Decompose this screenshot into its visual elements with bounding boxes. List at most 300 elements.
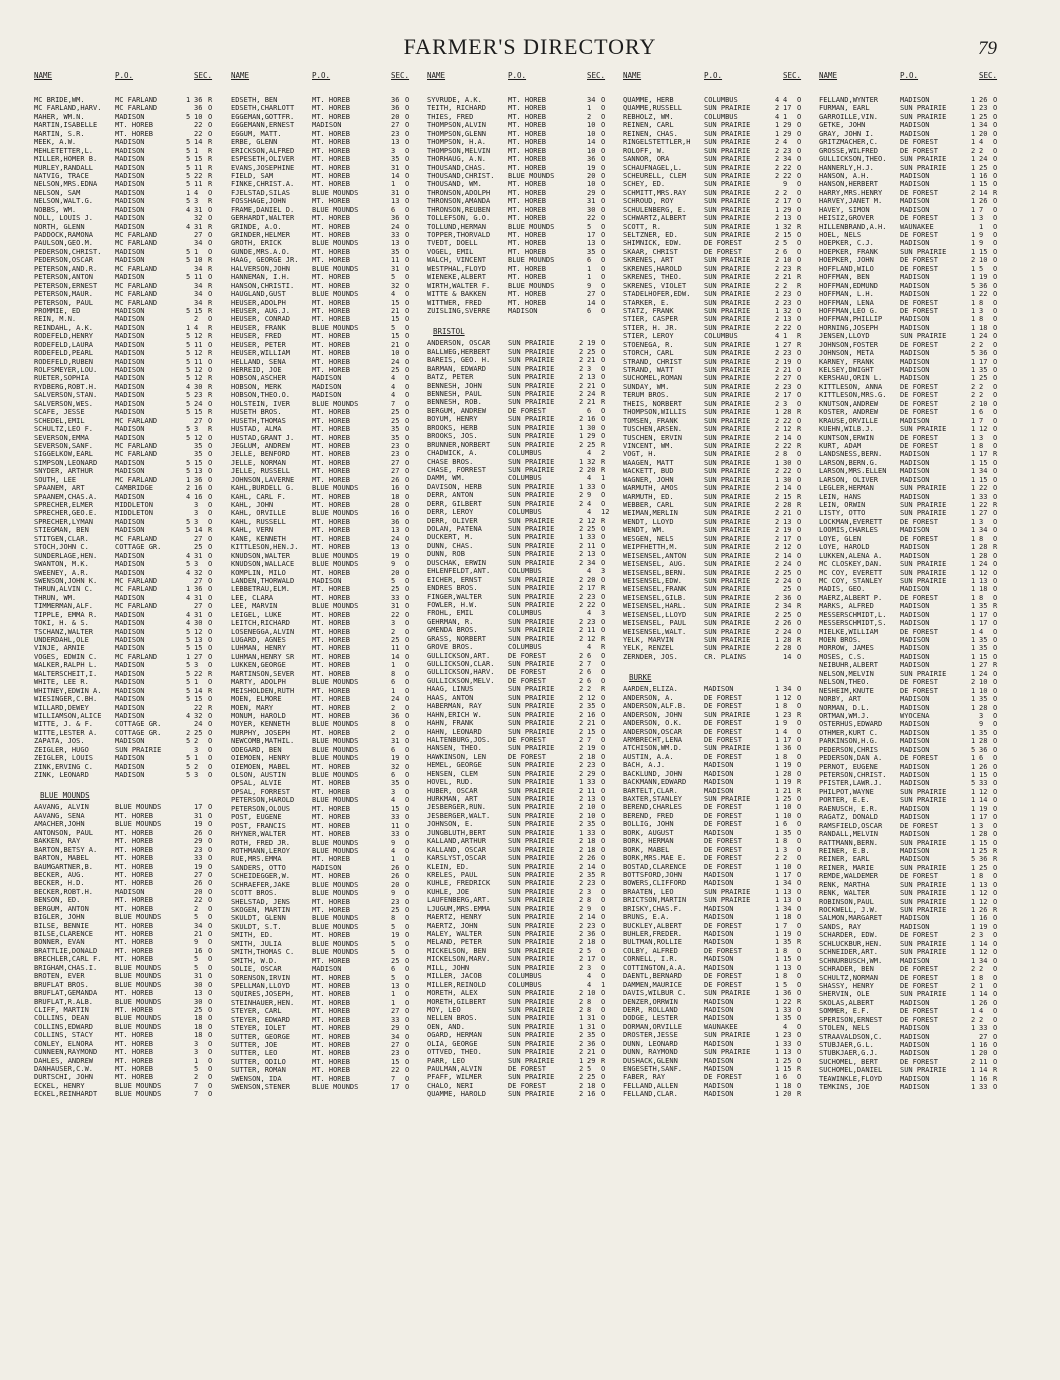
column-header xyxy=(819,71,1015,82)
route-number: 5 xyxy=(186,526,191,535)
farmer-name: SUNDERLAGE,HEN. xyxy=(34,551,98,560)
farmer-name: SALVERSON,WES. xyxy=(34,399,94,408)
post-office: SUN PRAIRIE xyxy=(900,163,947,172)
farmer-name: SCHMITT,MRS.RAY xyxy=(623,188,687,197)
post-office: MADISON xyxy=(704,1056,734,1065)
farmer-name: WEISENSEL,LLOYD xyxy=(623,610,687,619)
section-suffix: R xyxy=(797,441,802,450)
section-number: 35 xyxy=(194,450,203,459)
section-suffix: O xyxy=(601,930,606,938)
section-suffix: O xyxy=(797,627,802,636)
section-suffix: O xyxy=(993,366,998,374)
farmer-name: WEISENSEL,FRANK xyxy=(623,585,687,594)
farmer-name: BRUFLAT,GEMANDA xyxy=(34,989,98,998)
post-office: MADISON xyxy=(115,551,145,560)
route-number: 2 xyxy=(579,634,584,643)
directory-entry xyxy=(231,518,427,526)
post-office: MADISON xyxy=(312,121,342,130)
farmer-name: HALVERSON,JOHN xyxy=(231,264,291,273)
directory-entry xyxy=(34,913,230,921)
section-number: 27 xyxy=(979,1032,988,1041)
farmer-name: DERR, LEROY xyxy=(427,508,474,517)
directory-entry xyxy=(231,164,427,172)
section-suffix: R xyxy=(797,425,802,434)
section-number: 27 xyxy=(194,231,203,239)
section-suffix: O xyxy=(405,138,410,147)
farmer-name: SKOGEN, MARTIN xyxy=(231,906,291,914)
farmer-name: QUAMME,RUSSELL xyxy=(623,104,683,113)
route-number: 4 xyxy=(186,619,191,628)
section-number: 3 xyxy=(194,1039,199,1048)
farmer-name: KURT, ADAM xyxy=(819,441,862,450)
section-suffix: O xyxy=(993,458,998,467)
directory-entry xyxy=(34,543,230,551)
section-number: 35 xyxy=(391,155,400,164)
section-number: 19 xyxy=(587,339,596,348)
section-suffix: O xyxy=(797,104,802,113)
post-office: SUN PRAIRIE xyxy=(704,399,751,408)
farmer-name: SYVRUDE, A.K. xyxy=(427,96,482,104)
route-number: 2 xyxy=(579,1048,584,1057)
post-office: MC FARLAND xyxy=(115,585,158,594)
post-office: MADISON xyxy=(704,828,734,837)
directory-entry xyxy=(819,847,1015,855)
section-number: 2 xyxy=(194,904,199,913)
section-suffix: R xyxy=(208,197,213,206)
farmer-name: WALCH, VINCENT xyxy=(427,256,487,265)
post-office: SUN PRAIRIE xyxy=(508,955,555,964)
section-suffix: O xyxy=(405,450,410,459)
directory-entry xyxy=(34,687,230,695)
section-suffix: O xyxy=(405,416,410,425)
farmer-name: LUHMAN,HENRY SR xyxy=(231,652,295,661)
route-number: 1 xyxy=(971,863,976,872)
route-number: 2 xyxy=(579,1090,584,1099)
farmer-name: PETERSON,ANTON xyxy=(34,273,94,282)
section-number: 33 xyxy=(979,1024,988,1033)
section-suffix: O xyxy=(208,636,213,644)
farmer-name: ROTHMANN,LEROY xyxy=(231,846,291,855)
directory-entry xyxy=(623,863,819,871)
section-suffix: O xyxy=(601,96,606,104)
route-number: 1 xyxy=(971,408,976,417)
section-suffix: O xyxy=(601,828,606,837)
section-number: 27 xyxy=(194,652,203,661)
directory-entry xyxy=(819,779,1015,787)
section-suffix: O xyxy=(405,441,410,450)
section-number: 19 xyxy=(194,820,203,829)
section-suffix: O xyxy=(993,695,998,704)
farmer-name: BECKER,ROBT.H. xyxy=(34,887,94,896)
farmer-name: LANDSNESS,BERN. xyxy=(819,450,883,459)
route-number: 1 xyxy=(775,693,780,702)
farmer-name: BOTTSFORD,JOHN xyxy=(623,870,683,879)
directory-entry xyxy=(427,407,623,415)
post-office: SUN PRAIRIE xyxy=(508,828,555,837)
section-number: 15 xyxy=(194,644,203,653)
directory-entry xyxy=(623,922,819,930)
section-suffix: O xyxy=(601,811,606,820)
section-suffix: O xyxy=(601,1039,606,1048)
directory-entry xyxy=(34,408,230,416)
directory-entry xyxy=(623,846,819,854)
section-suffix: O xyxy=(601,735,606,744)
route-number: 1 xyxy=(971,138,976,147)
farmer-name: ATCHISON,WM.D. xyxy=(623,744,683,753)
directory-entry xyxy=(623,197,819,205)
farmer-name: SANDS, RAY xyxy=(819,922,862,931)
post-office: SUN PRAIRIE xyxy=(900,889,947,898)
section-number: 30 xyxy=(587,423,596,432)
section-suffix: R xyxy=(797,636,802,644)
farmer-name: HOFFMAN, BEN xyxy=(819,273,870,282)
route-number: 1 xyxy=(775,1039,780,1048)
route-number: 2 xyxy=(579,398,584,407)
post-office: MT. HOREB xyxy=(312,956,350,965)
section-number: 11 xyxy=(194,357,203,366)
route-number: 1 xyxy=(971,1066,976,1075)
directory-entry xyxy=(34,518,230,526)
farmer-name: SMITH, ED. xyxy=(231,931,274,940)
farmer-name: FOSSHAGE,JOHN xyxy=(231,197,286,206)
directory-entry xyxy=(231,822,427,830)
post-office: DE FOREST xyxy=(704,854,742,863)
farmer-name: JOHNSON, E. xyxy=(427,820,474,829)
post-office: SUN PRAIRIE xyxy=(704,306,751,315)
route-number: 1 xyxy=(775,1014,780,1023)
post-office: SUN PRAIRIE xyxy=(704,710,751,719)
route-number: 2 xyxy=(775,366,780,374)
directory-entry xyxy=(623,989,819,997)
directory-entry xyxy=(819,324,1015,332)
section-number: 15 xyxy=(979,771,988,779)
post-office: MADISON xyxy=(900,1041,930,1049)
section-number: 10 xyxy=(783,811,792,820)
section-suffix: O xyxy=(993,104,998,113)
section-suffix: O xyxy=(208,879,213,888)
post-office: MT. HOREB xyxy=(312,256,350,265)
farmer-name: PFAFF, WILMER xyxy=(427,1073,482,1082)
farmer-name: DUNN, ROB xyxy=(427,550,465,559)
section-number: 1 xyxy=(391,180,396,189)
route-number: 2 xyxy=(775,264,780,273)
post-office: MADISON xyxy=(900,779,930,788)
directory-entry xyxy=(427,854,623,862)
header-name: NAME xyxy=(819,71,838,80)
section-suffix: O xyxy=(601,913,606,922)
post-office: SUN PRAIRIE xyxy=(704,374,751,383)
route-number: 5 xyxy=(186,425,191,434)
farmer-name: YELK, RENZEL xyxy=(623,644,674,653)
directory-entry xyxy=(819,585,1015,593)
farmer-name: BRIGHAM,CHAS.I. xyxy=(34,963,98,972)
route-number: 1 xyxy=(775,685,780,694)
section-number: 34 xyxy=(194,281,203,290)
section-suffix: O xyxy=(797,1073,802,1082)
section-number: 22 xyxy=(194,129,203,138)
directory-entry xyxy=(427,189,623,197)
section-suffix: O xyxy=(601,887,606,896)
section-suffix: O xyxy=(208,585,213,594)
farmer-name: STORCH, CARL xyxy=(623,349,674,358)
route-number: 2 xyxy=(579,693,584,702)
section-number: 23 xyxy=(979,104,988,113)
directory-entry xyxy=(34,459,230,467)
farmer-name: TEMKINS, JOE xyxy=(819,1083,870,1092)
directory-entry xyxy=(34,1023,230,1031)
section-number: 13 xyxy=(587,373,596,382)
section-number: 36 xyxy=(194,585,203,594)
section-number: 31 xyxy=(194,551,203,560)
post-office: SUN PRAIRIE xyxy=(508,778,555,787)
route-number: 2 xyxy=(775,315,780,324)
section-suffix: O xyxy=(993,382,998,391)
section-suffix: O xyxy=(405,931,410,940)
farmer-name: LUKKEN,ALENA A. xyxy=(819,551,883,560)
section-number: 35 xyxy=(391,425,400,434)
section-suffix: O xyxy=(601,820,606,829)
section-suffix: O xyxy=(993,399,998,408)
section-number: 33 xyxy=(391,1015,400,1024)
section-suffix: O xyxy=(405,1015,410,1024)
post-office: MT. HOREB xyxy=(312,332,350,341)
directory-entry xyxy=(623,121,819,129)
section-suffix: O xyxy=(405,1057,410,1066)
section-number: 1 xyxy=(194,754,199,763)
farmer-name: ODEGARD, BEN xyxy=(231,745,282,754)
post-office: DE FOREST xyxy=(900,534,938,543)
farmer-name: GRINDER,HELMER xyxy=(231,231,291,239)
township-name: BRISTOL xyxy=(433,327,465,337)
farmer-name: SCHEURELL, CLEM xyxy=(623,171,687,180)
section-number: 19 xyxy=(783,778,792,787)
section-number: 3 xyxy=(194,771,199,779)
directory-entry xyxy=(427,922,623,930)
post-office: SUN PRAIRIE xyxy=(704,138,751,147)
directory-entry xyxy=(623,315,819,323)
post-office: MADISON xyxy=(900,197,930,206)
route-number: 1 xyxy=(971,686,976,695)
farmer-name: OGARD, HERMAN xyxy=(427,1031,482,1040)
route-number: 1 xyxy=(971,458,976,467)
township-heading xyxy=(623,661,819,685)
directory-entry xyxy=(819,315,1015,323)
section-number: 24 xyxy=(979,155,988,164)
directory-entry xyxy=(427,947,623,955)
section-suffix: O xyxy=(601,550,606,559)
section-number: 2 xyxy=(979,382,984,391)
route-number: 5 xyxy=(186,644,191,653)
directory-entry xyxy=(231,1049,427,1057)
section-suffix: O xyxy=(208,652,213,661)
route-number: 5 xyxy=(186,349,191,358)
section-number: 25 xyxy=(979,163,988,172)
section-number: 25 xyxy=(783,568,792,577)
farmer-name: BENNESH, PAUL xyxy=(427,390,482,398)
section-number: 9 xyxy=(587,904,592,913)
section-number: 33 xyxy=(391,830,400,839)
directory-entry xyxy=(427,778,623,786)
post-office: SUN PRAIRIE xyxy=(900,990,947,999)
farmer-name: MC FARLAND,HARV. xyxy=(34,104,102,113)
farmer-name: WALKER,RALPH L. xyxy=(34,661,98,670)
post-office: DE FOREST xyxy=(704,803,742,812)
section-number: 2 xyxy=(783,854,788,863)
farmer-name: HUSETH BROS. xyxy=(231,408,282,417)
post-office: MADISON xyxy=(704,1065,734,1073)
farmer-name: SOMMER, E.F. xyxy=(819,1007,870,1016)
section-suffix: O xyxy=(405,560,410,569)
directory-entry xyxy=(427,256,623,264)
directory-entry xyxy=(427,138,623,146)
section-number: 32 xyxy=(391,281,400,290)
directory-entry xyxy=(623,374,819,382)
section-number: 33 xyxy=(391,813,400,822)
directory-entry xyxy=(427,517,623,525)
farmer-name: TIMMERMAN,ALF. xyxy=(34,602,94,611)
section-suffix: O xyxy=(797,349,802,358)
farmer-name: MOY, LEO xyxy=(427,1005,461,1014)
section-suffix: O xyxy=(797,247,802,256)
route-number: 1 xyxy=(579,457,584,466)
section-number: 35 xyxy=(587,820,596,829)
section-suffix: O xyxy=(208,492,213,501)
post-office: MADISON xyxy=(115,695,145,704)
directory-entry xyxy=(34,155,230,163)
section-suffix: O xyxy=(797,450,802,459)
farmer-name: STRAND, CHRIST xyxy=(623,357,683,366)
farmer-name: AUSTIN, A.A. xyxy=(623,752,674,761)
section-number: 16 xyxy=(979,1041,988,1049)
section-suffix: O xyxy=(797,727,802,736)
route-number: 2 xyxy=(775,163,780,172)
farmer-name: KARNEY, FRANK xyxy=(819,357,874,366)
farmer-name: SALVERSON,STAN. xyxy=(34,391,98,400)
directory-entry xyxy=(34,374,230,382)
section-number: 15 xyxy=(979,247,988,256)
directory-entry xyxy=(231,121,427,129)
farmer-name: OEN, AND. xyxy=(427,1022,465,1031)
farmer-name: DAENTL,BERNARD xyxy=(623,972,683,981)
section-number: 10 xyxy=(979,399,988,408)
header-po: P.O. xyxy=(115,71,134,80)
post-office: MADISON xyxy=(900,661,930,670)
farmer-name: HUSTAD, ALMA xyxy=(231,425,282,434)
directory-entry xyxy=(34,746,230,754)
section-number: 7 xyxy=(587,735,592,744)
section-suffix: O xyxy=(405,576,410,585)
section-number: 11 xyxy=(194,340,203,349)
directory-entry xyxy=(34,366,230,374)
post-office: BLUE MOUNDS xyxy=(312,290,359,299)
post-office: SUN PRAIRIE xyxy=(704,501,751,509)
section-number: 25 xyxy=(783,1056,792,1065)
section-number: 20 xyxy=(587,575,596,584)
post-office: MADISON xyxy=(900,1074,930,1083)
post-office: MT. HOREB xyxy=(312,155,350,164)
post-office: MADISON xyxy=(900,1083,930,1092)
farmer-name: RINGELSTETTLER,H xyxy=(623,138,691,147)
section-suffix: R xyxy=(797,1090,802,1099)
section-suffix: O xyxy=(797,543,802,552)
farmer-name: BAKKEN, RAY xyxy=(34,837,81,846)
directory-entry xyxy=(623,694,819,702)
section-suffix: O xyxy=(993,171,998,180)
section-number: 21 xyxy=(587,398,596,407)
section-number: 33 xyxy=(194,854,203,863)
post-office: SUN PRAIRIE xyxy=(900,787,947,796)
route-number: 4 xyxy=(186,551,191,560)
directory-entry xyxy=(231,400,427,408)
farmer-name: WEBBER, CARL xyxy=(623,501,674,509)
route-number: 1 xyxy=(971,155,976,164)
farmer-name: MURPHY, JOSEPH xyxy=(231,728,291,737)
directory-entry xyxy=(34,1006,230,1014)
post-office: SUN PRAIRIE xyxy=(704,256,751,265)
section-suffix: O xyxy=(993,96,998,104)
section-suffix: O xyxy=(993,534,998,543)
route-number: 1 xyxy=(775,845,780,854)
section-number: 18 xyxy=(979,585,988,594)
route-number: 2 xyxy=(775,138,780,147)
directory-entry xyxy=(231,763,427,771)
directory-entry xyxy=(34,450,230,458)
post-office: MT. HOREB xyxy=(312,695,350,704)
farmer-name: ANDERSON, OSCAR xyxy=(427,339,491,348)
post-office: DE FOREST xyxy=(900,408,938,417)
route-number: 2 xyxy=(775,534,780,543)
section-number: 33 xyxy=(391,593,400,602)
section-suffix: O xyxy=(208,433,213,442)
post-office: SUN PRAIRIE xyxy=(900,880,947,889)
section-suffix: O xyxy=(208,450,213,459)
section-number: 36 xyxy=(391,517,400,526)
section-number: 8 xyxy=(979,593,984,602)
directory-entry xyxy=(819,1049,1015,1057)
post-office: MADISON xyxy=(115,399,145,408)
section-suffix: O xyxy=(797,239,802,248)
section-number: 27 xyxy=(194,870,203,879)
section-suffix: O xyxy=(601,163,606,172)
section-number: 26 xyxy=(587,854,596,863)
route-number: 1 xyxy=(775,1073,780,1082)
section-number: 16 xyxy=(979,914,988,923)
post-office: BLUE MOUNDS xyxy=(312,239,359,248)
directory-entry xyxy=(34,1031,230,1039)
post-office: DE FOREST xyxy=(900,146,938,155)
route-number: 2 xyxy=(775,416,780,425)
directory-entry xyxy=(231,1024,427,1032)
section-suffix: O xyxy=(797,171,802,180)
section-number: 11 xyxy=(194,180,203,189)
section-number: 22 xyxy=(979,290,988,299)
farmer-name: HEUSER, AUG.J. xyxy=(231,306,291,315)
farmer-name: DERR, ANTON xyxy=(427,491,474,500)
directory-entry xyxy=(34,704,230,712)
post-office: DE FOREST xyxy=(900,214,938,223)
section-number: 10 xyxy=(587,811,596,820)
post-office: MT. HOREB xyxy=(508,155,546,164)
farmer-name: CHALO, NERI xyxy=(427,1081,474,1090)
post-office: BLUE MOUNDS xyxy=(312,745,359,754)
section-number: 27 xyxy=(391,458,400,467)
section-number: 27 xyxy=(194,534,203,543)
directory-entry xyxy=(427,525,623,533)
directory-entry xyxy=(231,982,427,990)
section-number: 1 xyxy=(194,247,199,256)
section-suffix: O xyxy=(405,492,410,501)
farmer-name: THOUSAND,CHAS. xyxy=(427,163,487,172)
